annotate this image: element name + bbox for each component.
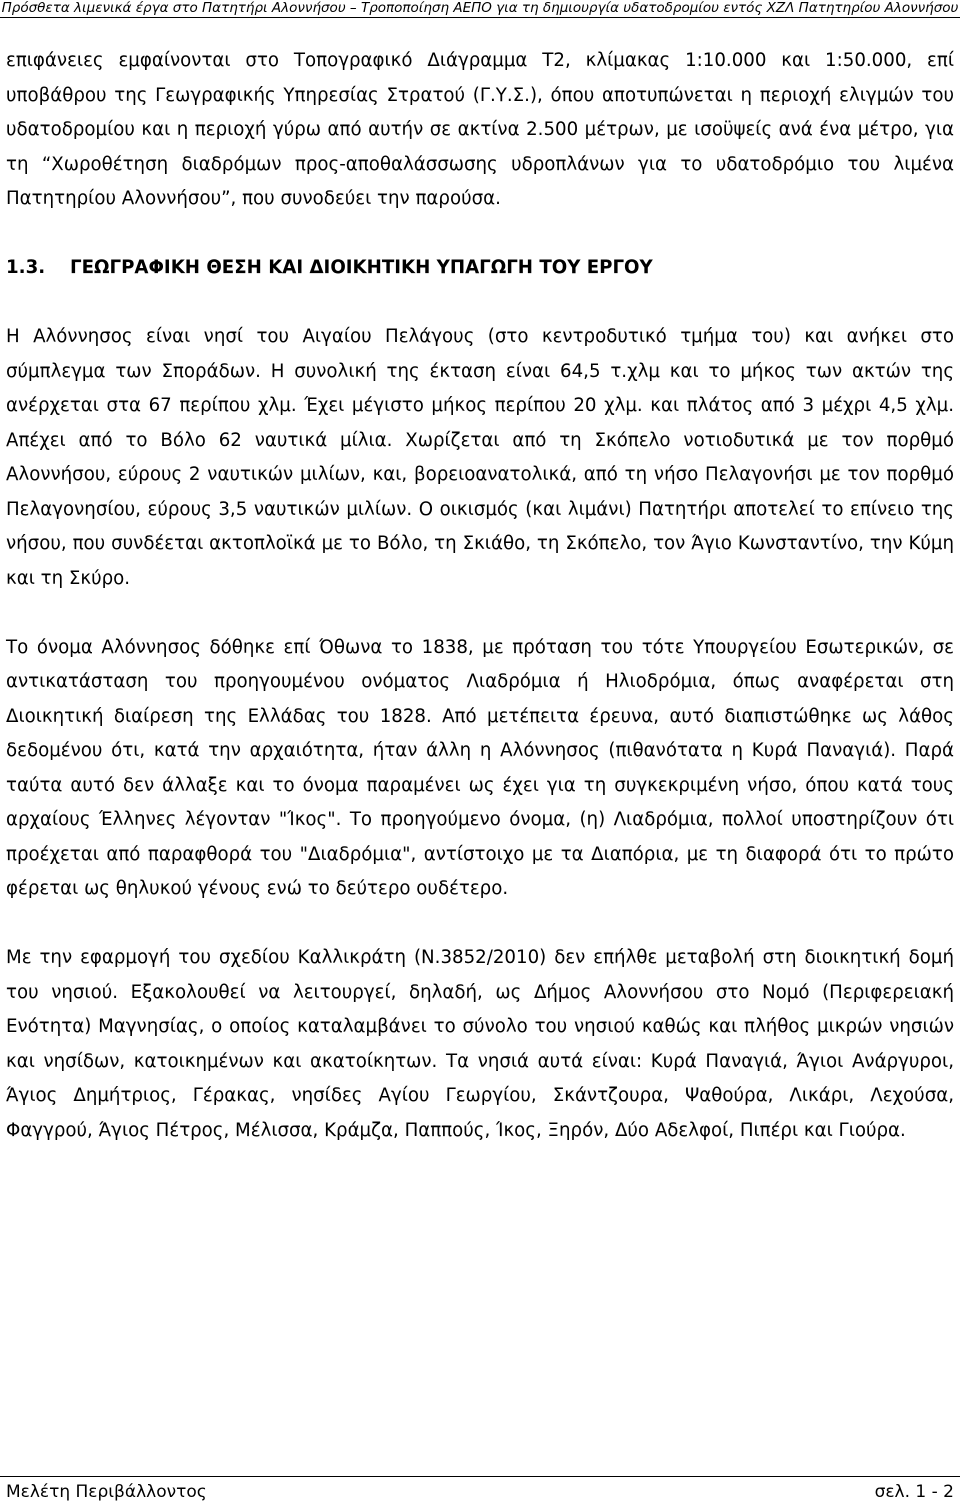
footer-page-number: σελ. 1 - 2 xyxy=(874,1482,954,1502)
section-title: ΓΕΩΓΡΑΦΙΚΗ ΘΕΣΗ ΚΑΙ ΔΙΟΙΚΗΤΙΚΗ ΥΠΑΓΩΓΗ ΤΟΥ ΕΡΓΟΥ xyxy=(70,257,653,278)
paragraph-administration: Με την εφαρμογή του σχεδίου Καλλικράτη (Ν.3852/2010) δεν επήλθε μεταβολή στη διοικητική δομή του νησιού. Εξακολουθεί να λειτουργεί, δηλαδή, ως Δήμος Αλοννήσου στο Νομό (Περιφερειακή Ενότητα) Μαγνησίας, ο οποίος καταλαμβάνει το σύνολο του νησιού καθώς και πλήθος μικρών νησιών και νησίδων, κατοικημένων και ακατοίκητων. Τα νησιά αυτά είναι: Κυρά Παναγιά, Άγιοι Ανάργυροι, Άγιος Δημήτριος, Γέρακας, νησίδες Αγίου Γεωργίου, Σκάντζουρα, Ψαθούρα, Λικάρι, Λεχούσα, Φαγγρού, Άγιος Πέτρος, Μέλισσα, Κράμζα, Παππούς, Ίκος, Ξηρόν, Δύο Αδελφοί, Πιπέρι και Γιούρα. xyxy=(6,947,954,1141)
section-number: 1.3. xyxy=(6,257,46,278)
paragraph-intro: επιφάνειες εμφαίνονται στο Τοπογραφικό Διάγραμμα Τ2, κλίμακας 1:10.000 και 1:50.000, επί υποβάθρου της Γεωγραφικής Υπηρεσίας Στρατού (Γ.Υ.Σ.), όπου αποτυπώνεται η περιοχή ελιγμών του υδατοδρομίου και η περιοχή γύρω από αυτήν σε ακτίνα 2.500 μέτρων, με ισοϋψείς ανά ένα μέτρο, για τη “Χωροθέτηση διαδρόμων προς-αποθαλάσσωσης υδροπλάνων για το υδατοδρόμιο του λιμένα Πατητηρίου Αλοννήσου”, που συνοδεύει την παρούσα. xyxy=(6,50,954,209)
document-body xyxy=(6,44,954,1148)
section-heading xyxy=(6,251,954,286)
page-footer xyxy=(0,1476,960,1508)
paragraph-name-history: Το όνομα Αλόννησος δόθηκε επί Όθωνα το 1838, με πρόταση του τότε Υπουργείου Εσωτερικών, σε αντικατάσταση του προηγουμένου ονόματος Λιαδρόμια ή Ηλιοδρόμια, όπως αναφέρεται στη Διοικητική διαίρεση της Ελλάδας του 1828. Από μετέπειτα έρευνα, αυτό διαπιστώθηκε ως λάθος δεδομένου ότι, κατά την αρχαιότητα, ήταν άλλη η Αλόννησος (πιθανότατα η Κυρά Παναγιά). Παρά ταύτα αυτό δεν άλλαξε και το όνομα παραμένει ως έχει για τη συγκεκριμένη νήσο, όπου κατά τους αρχαίους Έλληνες λέγονταν "Ίκος". Το προηγούμενο όνομα, (η) Λιαδρόμια, πολλοί υποστηρίζουν ότι προέχεται από παραφθορά του "Διαδρόμια", αντίστοιχο με τα Διαπόρια, με τη διαφορά ότι το πρώτο φέρεται ως θηλυκού γένους ενώ το δεύτερο ουδέτερο. xyxy=(6,636,954,899)
header-title: Πρόσθετα λιμενικά έργα στο Πατητήρι Αλοννήσου – Τροποποίηση ΑΕΠΟ για τη δημιουργία υδατοδρομίου εντός ΧΖΛ Πατητηρίου Αλοννήσου xyxy=(1,0,959,16)
paragraph-geography: Η Αλόννησος είναι νησί του Αιγαίου Πελάγους (στο κεντροδυτικό τμήμα του) και ανήκει στο σύμπλεγμα των Σποράδων. Η συνολική της έκταση είναι 64,5 τ.χλμ και το μήκος των ακτών της ανέρχεται στα 67 περίπου χλμ. Έχει μέγιστο μήκος περίπου 20 χλμ. και πλάτος από 3 μέχρι 4,5 χλμ. Απέχει από το Βόλο 62 ναυτικά μίλια. Χωρίζεται από τη Σκόπελο νοτιοδυτικά με τον πορθμό Αλοννήσου, εύρους 2 ναυτικών μιλίων, και, βορειοανατολικά, από τη νήσο Πελαγονήσι με τον πορθμό Πελαγονησίου, εύρους 3,5 ναυτικών μιλίων. Ο οικισμός (και λιμάνι) Πατητήρι αποτελεί το επίνειο της νήσου, που συνδέεται ακτοπλοϊκά με το Βόλο, τη Σκιάθο, τη Σκόπελο, τον Άγιο Κωνσταντίνο, την Κύμη και τη Σκύρο. xyxy=(6,326,954,589)
footer-document-title: Μελέτη Περιβάλλοντος xyxy=(6,1482,207,1502)
page-header xyxy=(0,0,960,18)
